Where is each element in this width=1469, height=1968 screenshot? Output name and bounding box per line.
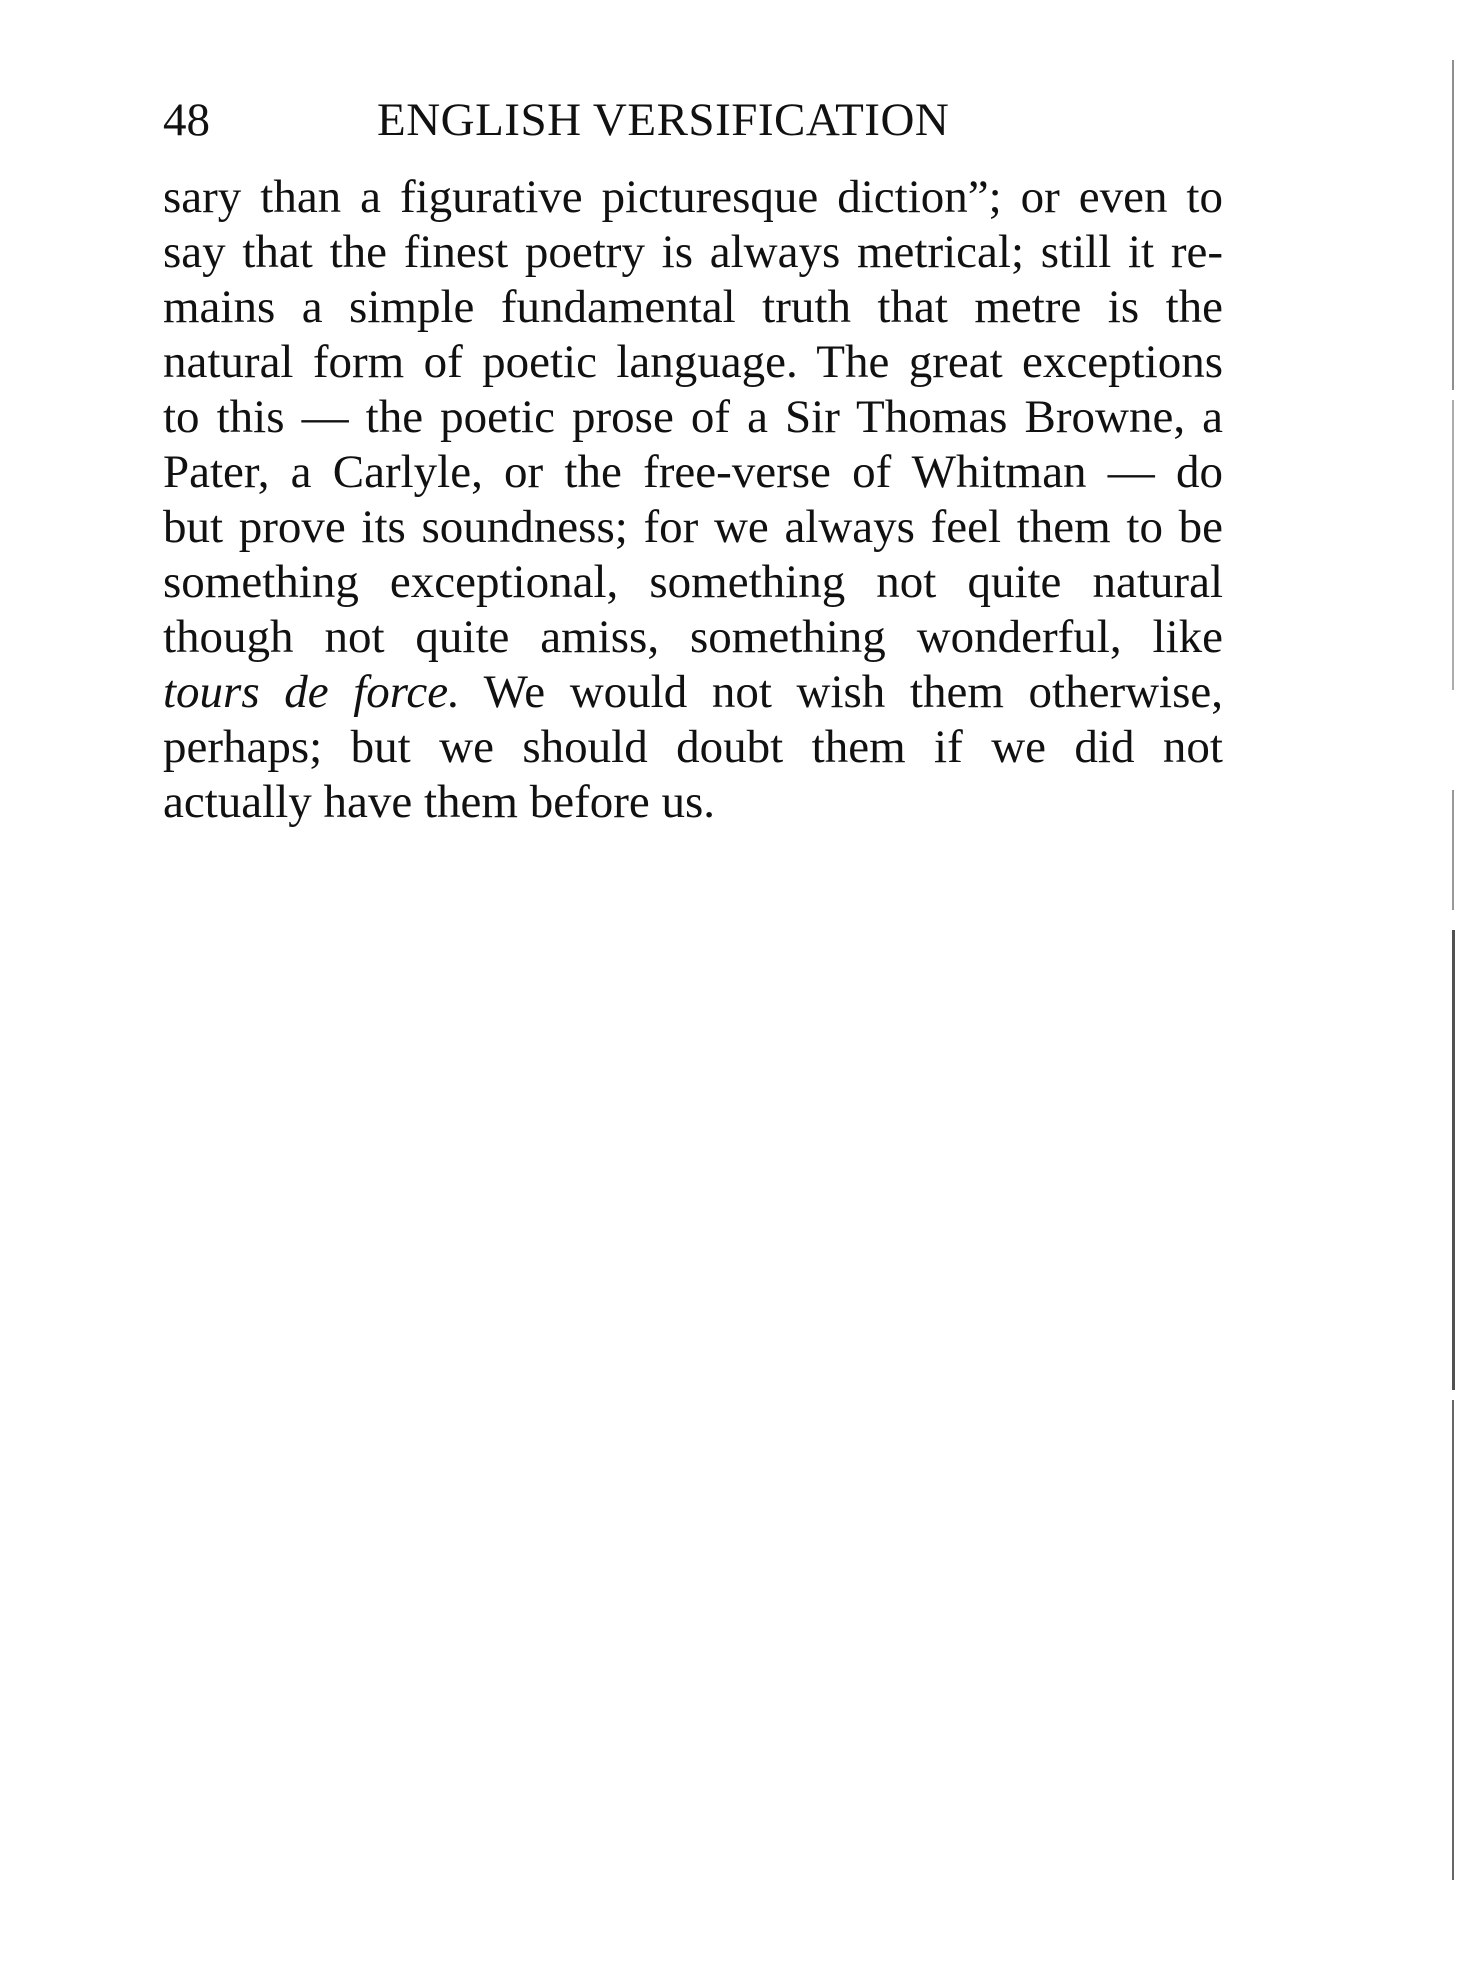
- running-title: ENGLISH VERSIFICATION: [377, 94, 950, 146]
- text-line: Pater, a Carlyle, or the free-verse of Whitman — do: [163, 446, 1223, 498]
- page-edge-line: [1452, 60, 1454, 390]
- text-line: though not quite amiss, something wonderful, like: [163, 611, 1223, 663]
- text-line: mains a simple fundamental truth that metre is the: [163, 281, 1223, 333]
- text-line: say that the finest poetry is always metrical; still it re-: [163, 226, 1223, 278]
- text-line: [163, 665, 1223, 720]
- text-line: to this — the poetic prose of a Sir Thomas Browne, a: [163, 391, 1223, 443]
- page-number: 48: [163, 94, 210, 146]
- text-line: perhaps; but we should doubt them if we did not: [163, 721, 1223, 773]
- page-edge-line: [1452, 1400, 1454, 1880]
- page-edge-line: [1452, 400, 1454, 690]
- running-head: [163, 90, 1223, 150]
- text-line: actually have them before us.: [163, 776, 716, 828]
- text-line: something exceptional, something not quite natural: [163, 556, 1223, 608]
- italic-phrase: tours de force.: [163, 666, 460, 718]
- page-edge-line: [1452, 790, 1454, 910]
- text-line: but prove its soundness; for we always feel them to be: [163, 501, 1223, 553]
- text-line: natural form of poetic language. The great exceptions: [163, 336, 1223, 388]
- text-line: sary than a figurative picturesque diction”; or even to: [163, 171, 1223, 223]
- body-paragraph: [163, 170, 1223, 830]
- line-rest: We would not wish them otherwise,: [459, 666, 1224, 718]
- page-edge-line: [1452, 930, 1455, 1390]
